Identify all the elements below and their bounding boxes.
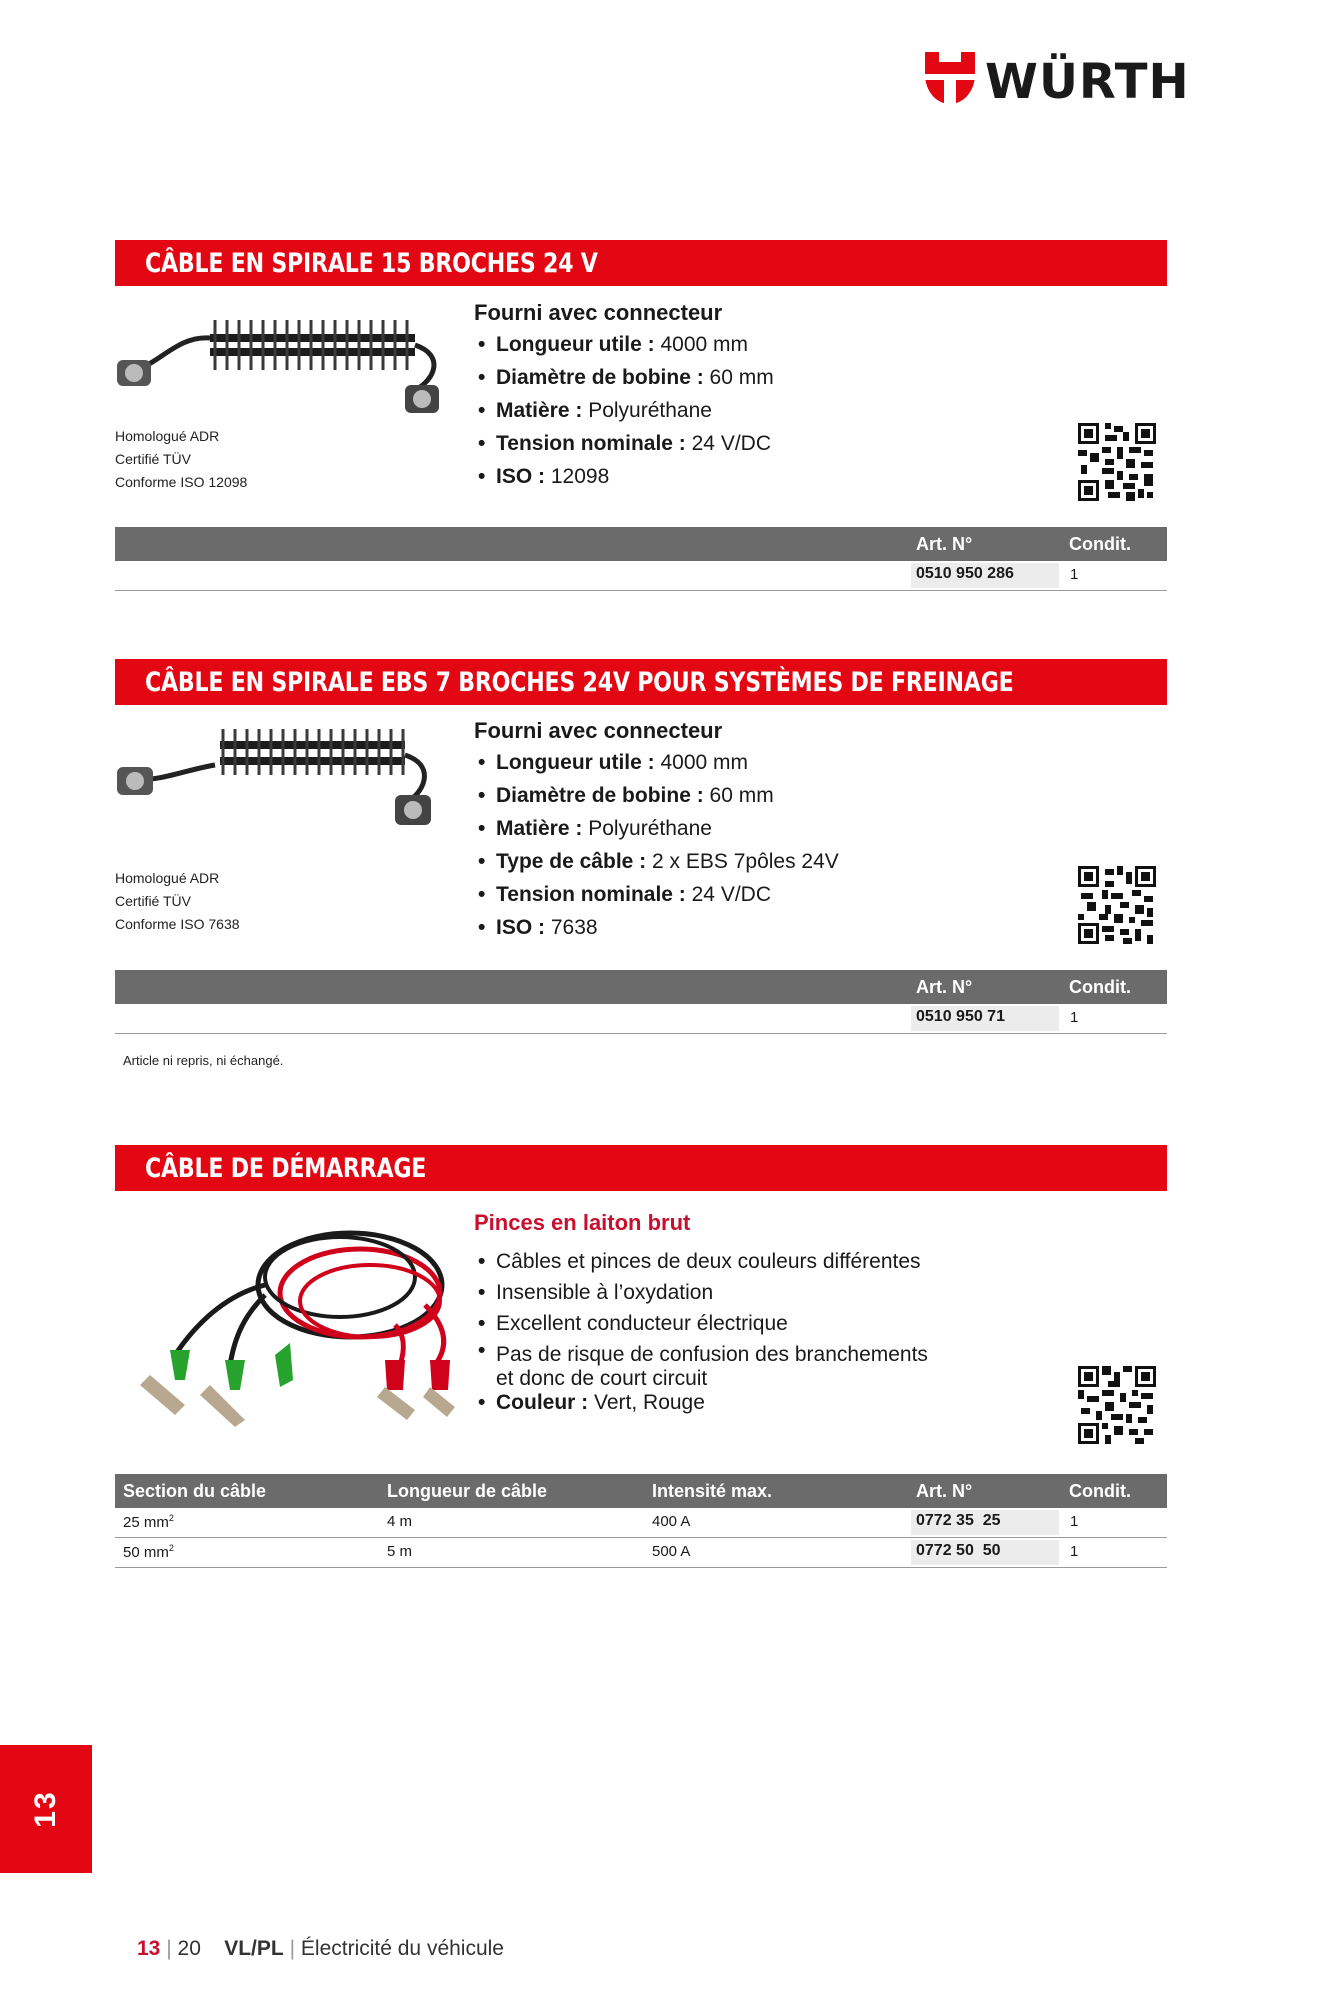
feature-list-2 [474, 718, 839, 944]
certifications-1 [115, 425, 247, 494]
ebs-spiral-cable-image [115, 725, 450, 840]
section-value: 25 $mm^2$ [123, 1513, 174, 1531]
note-line: Certifié TÜV [115, 893, 191, 909]
art-number: 0772 35 25 [916, 1512, 1001, 1529]
jumper-cables-image [115, 1215, 460, 1435]
certifications-2 [115, 867, 240, 936]
section-header-3 [115, 1145, 1167, 1191]
qr-code-icon[interactable] [1078, 1366, 1156, 1444]
feature-item: • Pas de risque de confusion des branchements et donc de court circuit [474, 1339, 928, 1391]
feature-heading: Fourni avec connecteur [474, 718, 723, 743]
col-length: Longueur de câble [387, 1481, 548, 1501]
section-header-2 [115, 659, 1167, 705]
footer-category: VL/PL [224, 1937, 284, 1960]
note-line: Conforme ISO 12098 [115, 474, 248, 490]
feature-item: • ISO : 7638 [474, 911, 839, 944]
feature-item: • Diamètre de bobine : 60 mm [474, 779, 839, 812]
col-section: Section du câble [123, 1481, 267, 1501]
table-header-1 [115, 527, 1167, 561]
footnote: Article ni repris, ni échangé. [123, 1053, 284, 1068]
art-number: 0510 950 71 [916, 1008, 1005, 1025]
section-title: CÂBLE EN SPIRALE 15 BROCHES 24 V [145, 248, 598, 279]
table-row [115, 1004, 1167, 1034]
section-title: CÂBLE EN SPIRALE EBS 7 BROCHES 24V POUR SYSTÈMES DE FREINAGE [145, 667, 1014, 698]
intensity-value: 400 A [652, 1513, 691, 1530]
feature-item: • Insensible à l’oxydation [474, 1277, 928, 1308]
length-value: 4 m [387, 1513, 413, 1530]
brand-name: WÜRTH [985, 54, 1190, 110]
chapter-number: 13 [29, 1790, 62, 1828]
wurth-logo-icon [925, 52, 975, 104]
feature-item: • Couleur : Vert, Rouge [474, 1391, 928, 1415]
table-row [115, 1538, 1167, 1568]
feature-item: • Longueur utile : 4000 mm [474, 328, 774, 361]
spiral-cable-image [115, 300, 450, 425]
qr-code-icon[interactable] [1078, 423, 1156, 501]
note-line: Homologué ADR [115, 428, 220, 444]
page-footer [137, 1937, 504, 1961]
footer-section: Électricité du véhicule [300, 1937, 504, 1960]
length-value: 5 m [387, 1543, 413, 1560]
feature-heading: Fourni avec connecteur [474, 300, 723, 325]
table-header-2 [115, 970, 1167, 1004]
condit-value: 1 [1070, 566, 1079, 583]
condit-value: 1 [1070, 1513, 1079, 1530]
footer-separator: | [289, 1937, 296, 1960]
feature-item: • Tension nominale : 24 V/DC [474, 427, 774, 460]
col-art: Art. N° [916, 1481, 973, 1501]
page-number: 13 [137, 1937, 161, 1960]
table-row [115, 1508, 1167, 1538]
col-condit: Condit. [1069, 534, 1131, 554]
col-condit: Condit. [1069, 1481, 1131, 1501]
feature-heading: Pinces en laiton brut [474, 1210, 691, 1235]
condit-value: 1 [1070, 1543, 1079, 1560]
section-title: CÂBLE DE DÉMARRAGE [145, 1153, 427, 1184]
footer-separator: | [166, 1937, 172, 1960]
section-value: 50 $mm^2$ [123, 1543, 174, 1561]
feature-item: • Longueur utile : 4000 mm [474, 746, 839, 779]
col-condit: Condit. [1069, 977, 1131, 997]
intensity-value: 500 A [652, 1543, 691, 1560]
feature-item: • Matière : Polyuréthane [474, 812, 839, 845]
col-intensity: Intensité max. [652, 1481, 773, 1501]
col-art: Art. N° [916, 977, 973, 997]
art-number: 0772 50 50 [916, 1542, 1001, 1559]
condit-value: 1 [1070, 1009, 1079, 1026]
art-number: 0510 950 286 [916, 565, 1014, 582]
feature-item: • Matière : Polyuréthane [474, 394, 774, 427]
page-total: 20 [177, 1937, 201, 1960]
feature-item: • Type de câble : 2 x EBS 7pôles 24V [474, 845, 839, 878]
feature-item: • Câbles et pinces de deux couleurs différentes [474, 1246, 928, 1277]
note-line: Conforme ISO 7638 [115, 916, 240, 932]
note-line: Homologué ADR [115, 870, 220, 886]
section-header-1 [115, 240, 1167, 286]
note-line: Certifié TÜV [115, 451, 191, 467]
qr-code-icon[interactable] [1078, 866, 1156, 944]
table-row [115, 561, 1167, 591]
feature-item: • Excellent conducteur électrique [474, 1308, 928, 1339]
wurth-logo [925, 52, 1190, 110]
feature-item: • Diamètre de bobine : 60 mm [474, 361, 774, 394]
chapter-tab[interactable] [0, 1745, 92, 1873]
feature-list-1 [474, 300, 774, 493]
feature-item: • Tension nominale : 24 V/DC [474, 878, 839, 911]
col-art: Art. N° [916, 534, 973, 554]
feature-item: • ISO : 12098 [474, 460, 774, 493]
table-header-3 [115, 1474, 1167, 1508]
feature-list-3 [474, 1210, 928, 1415]
